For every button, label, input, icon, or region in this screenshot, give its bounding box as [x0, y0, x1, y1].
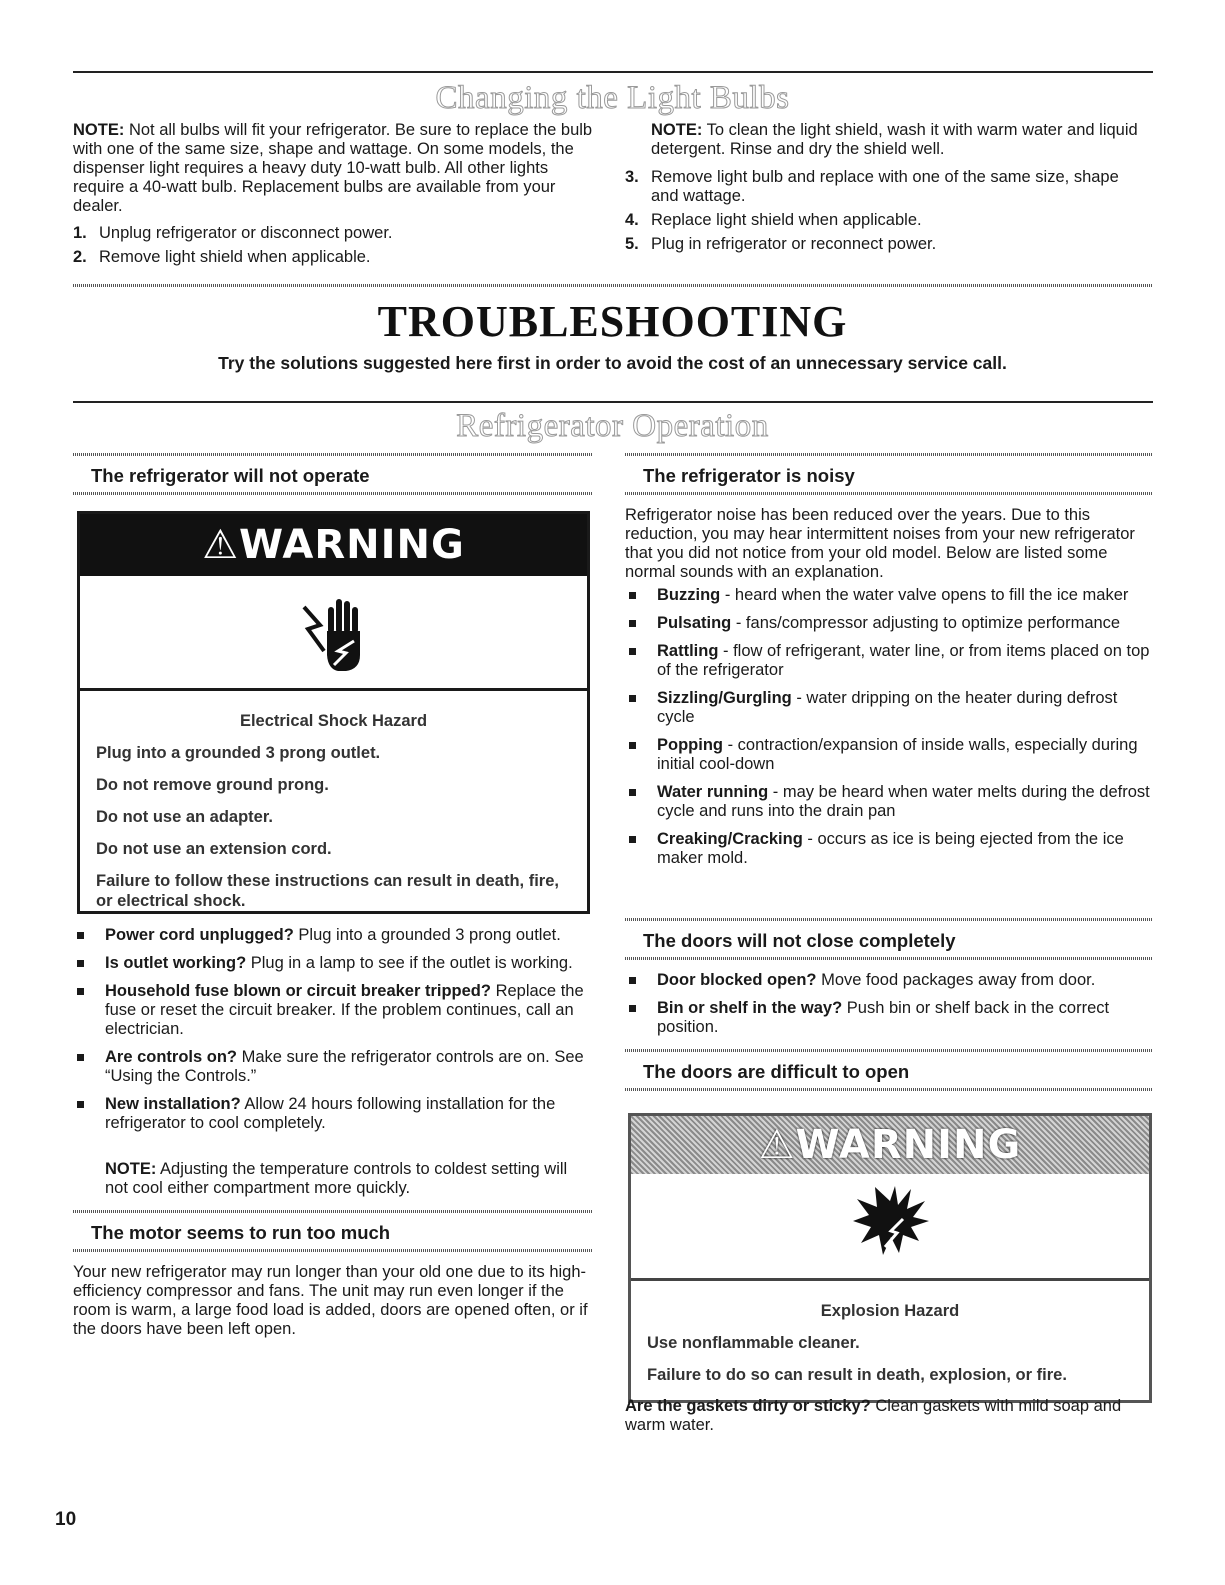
noisy-heading: The refrigerator is noisy — [643, 465, 855, 486]
top-rule — [73, 71, 1153, 73]
noisy-intro: Refrigerator noise has been reduced over the years. Due to this reduction, you may hear intermittent noises from your new refrigerator that you did not notice from your old model. Below are listed some normal sounds with an explanation. — [625, 506, 1135, 581]
list-item: Door blocked open? Move food packages away from door. — [625, 971, 1152, 990]
list-item: Pulsating - fans/compressor adjusting to optimize performance — [625, 614, 1152, 633]
electrical-shock-icon — [80, 576, 587, 691]
divider — [625, 453, 1152, 456]
will-not-operate-note: NOTE: Adjusting the temperature controls to coldest setting will not cool either compartment more quickly. — [105, 1160, 568, 1197]
explosion-icon — [631, 1174, 1149, 1281]
troubleshooting-subtitle: Try the solutions suggested here first in order to avoid the cost of an unnecessary service call. — [218, 353, 1007, 373]
hazard-title: Electrical Shock Hazard — [239, 712, 428, 730]
warning-line: Plug into a grounded 3 prong outlet. — [96, 744, 381, 762]
hazard-title: Explosion Hazard — [820, 1302, 960, 1320]
warning-triangle-icon: ⚠ — [758, 1122, 796, 1168]
light-bulbs-title: Changing the Light Bulbs — [435, 80, 790, 116]
step-4: 4. Replace light shield when applicable. — [625, 211, 922, 229]
troubleshooting-title: TROUBLESHOOTING — [377, 297, 848, 346]
list-item: Is outlet working? Plug in a lamp to see if the outlet is working. — [73, 954, 593, 973]
doors-close-list — [625, 971, 1152, 1046]
warning-line: Use nonflammable cleaner. — [647, 1334, 860, 1352]
page-number: 10 — [55, 1509, 77, 1530]
list-item: Creaking/Cracking - occurs as ice is being ejected from the ice maker mold. — [625, 830, 1152, 868]
step-3: 3. Remove light bulb and replace with one of the same size, shape and wattage. — [625, 168, 1119, 205]
list-item: Bin or shelf in the way? Push bin or shelf back in the correct position. — [625, 999, 1152, 1037]
doors-close-heading: The doors will not close completely — [643, 930, 956, 951]
warning-text — [631, 1281, 1149, 1385]
noisy-list — [625, 586, 1152, 877]
list-item: Water running - may be heard when water melts during the defrost cycle and runs into the drain pan — [625, 783, 1152, 821]
list-item: Popping - contraction/expansion of inside walls, especially during initial cool-down — [625, 736, 1152, 774]
section-rule — [73, 401, 1153, 403]
light-bulbs-right-column — [625, 121, 1150, 259]
warning-banner: ⚠WARNING — [80, 514, 587, 576]
list-item: Rattling - flow of refrigerant, water line, or from items placed on top of the refrigerator — [625, 642, 1152, 680]
warning-banner: ⚠WARNING — [631, 1116, 1149, 1174]
will-not-operate-heading: The refrigerator will not operate — [91, 465, 370, 486]
divider — [73, 492, 593, 495]
doors-open-heading: The doors are difficult to open — [643, 1061, 910, 1082]
divider — [625, 492, 1152, 495]
divider — [625, 1049, 1152, 1052]
light-bulbs-right-note: NOTE: To clean the light shield, wash it with warm water and liquid detergent. Rinse and dry the shield well. — [651, 121, 1138, 158]
warning-line: Do not use an extension cord. — [96, 840, 332, 858]
warning-triangle-icon: ⚠ — [202, 522, 240, 568]
list-item: Household fuse blown or circuit breaker tripped? Replace the fuse or reset the circuit breaker. If the problem continues, call an electrician. — [73, 982, 593, 1039]
will-not-operate-list — [73, 926, 593, 1139]
divider — [625, 957, 1152, 960]
gaskets-text: Are the gaskets dirty or sticky? Clean gaskets with mild soap and warm water. — [625, 1397, 1122, 1434]
list-item: Are controls on? Make sure the refrigerator controls are on. See “Using the Controls.” — [73, 1048, 593, 1086]
refrigerator-operation-title: Refrigerator Operation — [456, 408, 769, 444]
warning-line: Failure to follow these instructions can result in death, fire, or electrical shock. — [96, 872, 559, 910]
warning-line: Failure to do so can result in death, explosion, or fire. — [647, 1366, 1067, 1384]
divider — [625, 918, 1152, 921]
step-2: 2. Remove light shield when applicable. — [73, 248, 371, 266]
divider — [73, 1210, 593, 1213]
list-item: Sizzling/Gurgling - water dripping on the heater during defrost cycle — [625, 689, 1152, 727]
light-bulbs-left-column — [73, 121, 593, 272]
divider — [73, 453, 593, 456]
explosion-warning-box — [628, 1113, 1152, 1403]
step-5: 5. Plug in refrigerator or reconnect power. — [625, 235, 937, 253]
divider — [73, 284, 1153, 287]
motor-text: Your new refrigerator may run longer than your old one due to its high-efficiency compressor and fans. The unit may run even longer if the room is warm, a large food load is added, doors are opened often, or if the doors have been left open. — [73, 1263, 588, 1338]
light-bulbs-left-note: NOTE: Not all bulbs will fit your refrigerator. Be sure to replace the bulb with one of the same size, shape and wattage. On some models, the dispenser light requires a heavy duty 10-watt bulb. All other lights require a 40-watt bulb. Replacement bulbs are available from your dealer. — [73, 121, 593, 215]
warning-line: Do not use an adapter. — [96, 808, 273, 826]
step-1: 1. Unplug refrigerator or disconnect power. — [73, 224, 393, 242]
divider — [625, 1088, 1152, 1091]
list-item: Buzzing - heard when the water valve opens to fill the ice maker — [625, 586, 1152, 605]
warning-text — [80, 691, 587, 911]
electrical-warning-box — [77, 511, 590, 914]
list-item: New installation? Allow 24 hours following installation for the refrigerator to cool completely. — [73, 1095, 593, 1133]
list-item: Power cord unplugged? Plug into a grounded 3 prong outlet. — [73, 926, 593, 945]
motor-heading: The motor seems to run too much — [91, 1222, 391, 1243]
warning-line: Do not remove ground prong. — [96, 776, 329, 794]
divider — [73, 1249, 593, 1252]
